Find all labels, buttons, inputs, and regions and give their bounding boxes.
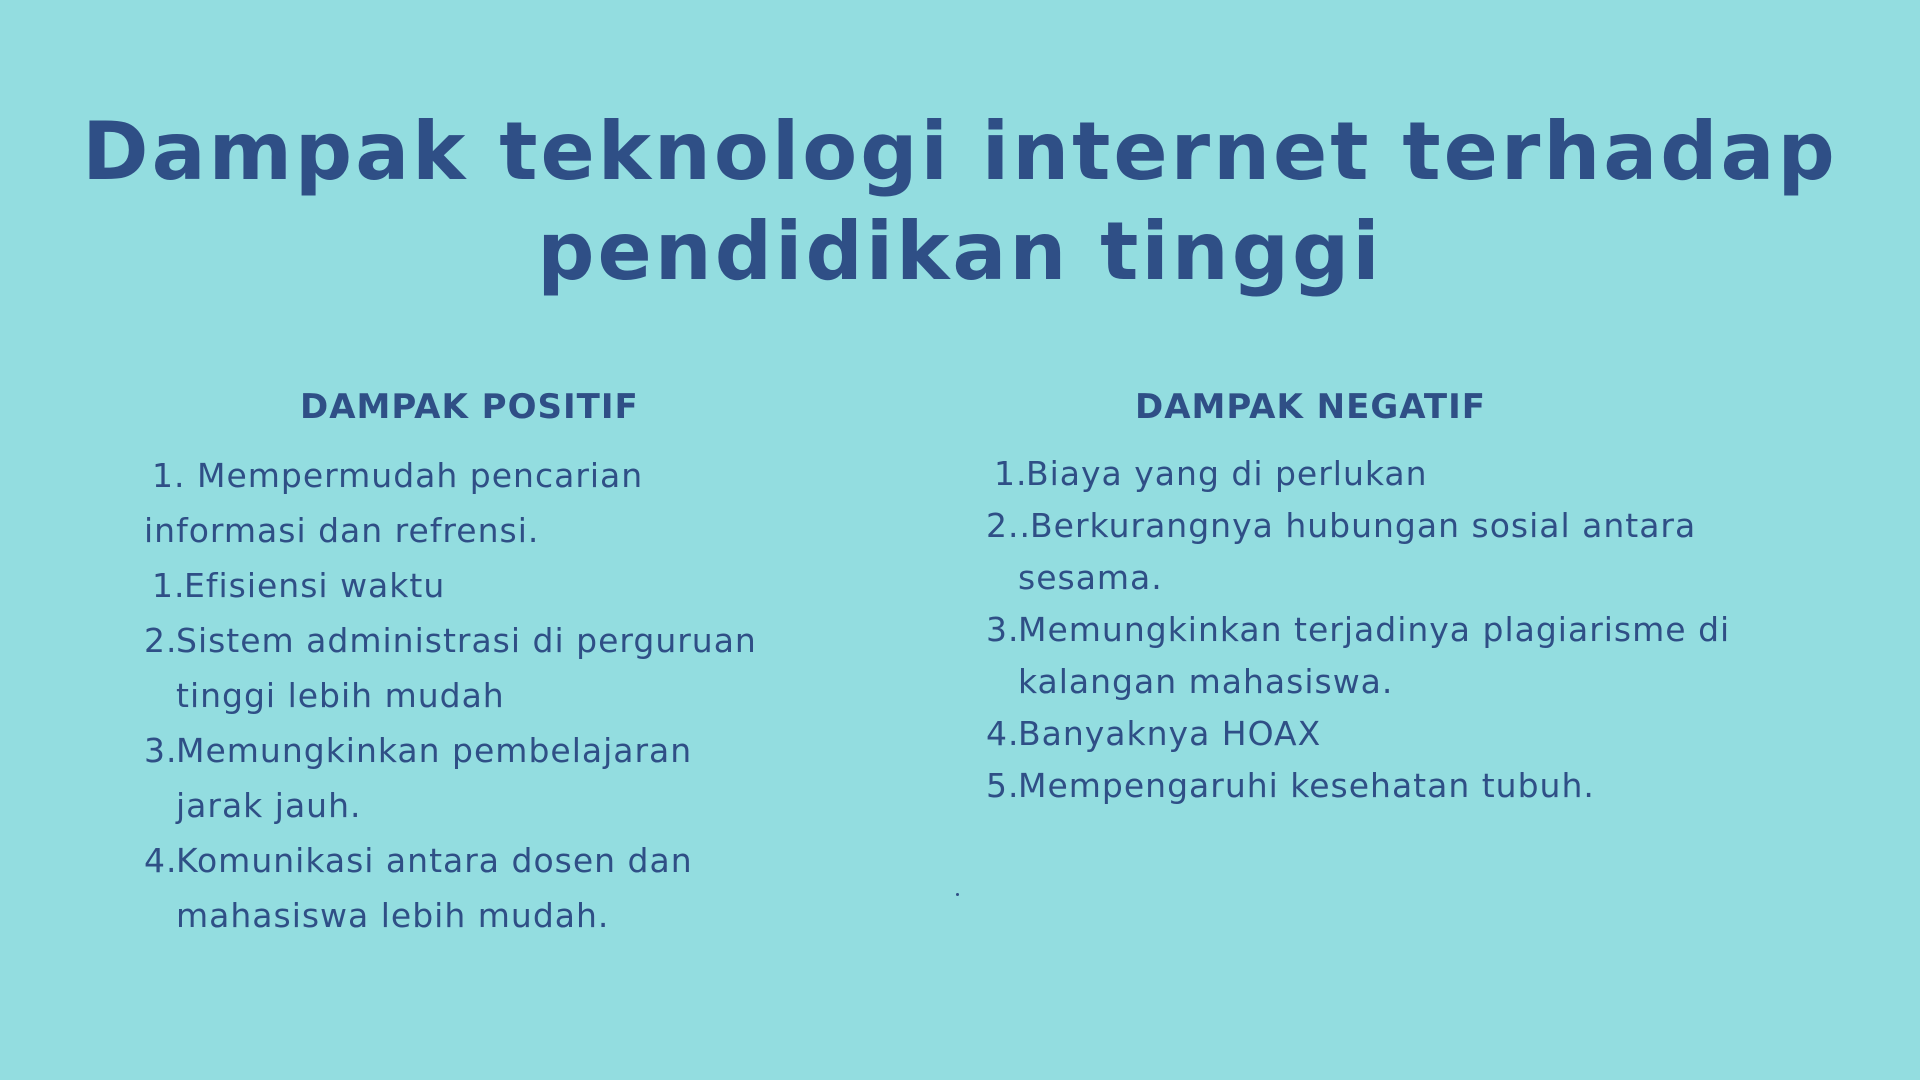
positive-heading: DAMPAK POSITIF (300, 387, 639, 427)
positive-item-text: Efisiensi waktu (184, 566, 446, 605)
positive-item-1 (144, 448, 804, 558)
negative-item-text: Banyaknya HOAX (1018, 714, 1322, 753)
positive-item-text: Memungkinkan pembelajaran jarak jauh. (176, 731, 693, 825)
negative-item-number: 4. (986, 714, 1020, 753)
negative-heading: DAMPAK NEGATIF (1135, 387, 1486, 427)
positive-item-2 (144, 558, 804, 613)
negative-item-text: Memungkinkan terjadinya plagiarisme di kalangan mahasiswa. (1018, 610, 1731, 701)
positive-item-number: 4. (144, 841, 178, 880)
negative-item-4 (986, 708, 1776, 760)
slide-title-line-1: Dampak teknologi internet terhadap (82, 105, 1838, 198)
positive-item-3 (144, 613, 804, 723)
positive-item-text: Komunikasi antara dosen dan mahasiswa lebih mudah. (176, 841, 693, 935)
positive-list (144, 448, 804, 943)
positive-item-text-continued: informasi dan refrensi. (144, 511, 540, 550)
negative-item-2 (986, 500, 1776, 604)
negative-item-text: Berkurangnya hubungan sosial antara sesama. (1018, 506, 1697, 597)
positive-item-number: 2. (144, 621, 178, 660)
positive-item-5 (144, 833, 804, 943)
positive-item-text: Mempermudah pencarian (197, 456, 644, 495)
stray-dot (956, 893, 959, 896)
negative-item-5 (986, 760, 1776, 812)
negative-item-3 (986, 604, 1776, 708)
negative-list (986, 448, 1776, 812)
negative-item-number: 1. (994, 454, 1028, 493)
negative-item-number: 5. (986, 766, 1020, 805)
negative-item-text: Biaya yang di perlukan (1026, 454, 1428, 493)
negative-item-1 (986, 448, 1776, 500)
negative-item-number: 2.. (986, 506, 1031, 545)
negative-item-text: Mempengaruhi kesehatan tubuh. (1018, 766, 1595, 805)
negative-item-number: 3. (986, 610, 1020, 649)
positive-item-4 (144, 723, 804, 833)
positive-item-number: 3. (144, 731, 178, 770)
positive-item-text: Sistem administrasi di perguruan tinggi lebih mudah (176, 621, 757, 715)
slide-title-line-2: pendidikan tinggi (537, 205, 1383, 298)
slide-title (0, 102, 1920, 302)
positive-item-number: 1. (152, 456, 186, 495)
positive-item-number: 1. (152, 566, 186, 605)
